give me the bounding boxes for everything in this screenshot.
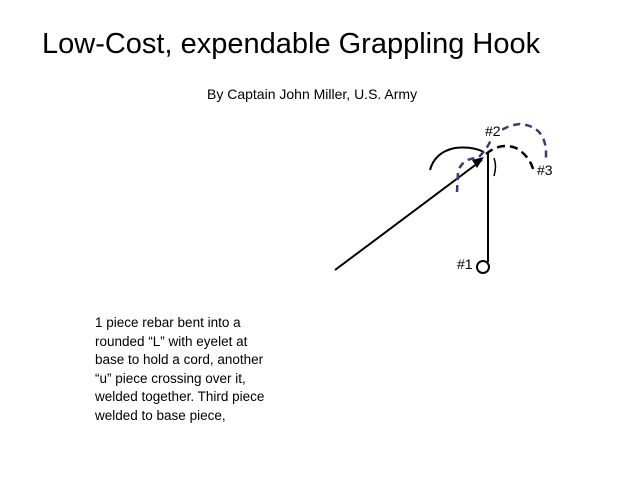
page-title: Low-Cost, expendable Grappling Hook xyxy=(42,28,541,60)
small-curve xyxy=(494,158,496,176)
description-line: “u” piece crossing over it, xyxy=(95,370,246,386)
eyelet-ring xyxy=(477,261,489,273)
description-line: welded to base piece, xyxy=(95,407,226,423)
description-text xyxy=(95,314,315,425)
part-label-1: #1 xyxy=(457,256,473,272)
description-line: welded together. Third piece xyxy=(95,389,265,404)
description-line: base to hold a cord, another xyxy=(95,352,264,367)
diagonal-shaft xyxy=(335,160,482,270)
part-label-2: #2 xyxy=(485,123,501,139)
left-hook-arc xyxy=(430,148,484,171)
dashed-piece-3 xyxy=(486,146,534,172)
description-line: rounded “L” with eyelet at xyxy=(95,333,248,349)
part-label-3: #3 xyxy=(537,162,553,178)
author-subtitle: By Captain John Miller, U.S. Army xyxy=(207,86,418,102)
description-line: 1 piece rebar bent into a xyxy=(95,315,241,330)
